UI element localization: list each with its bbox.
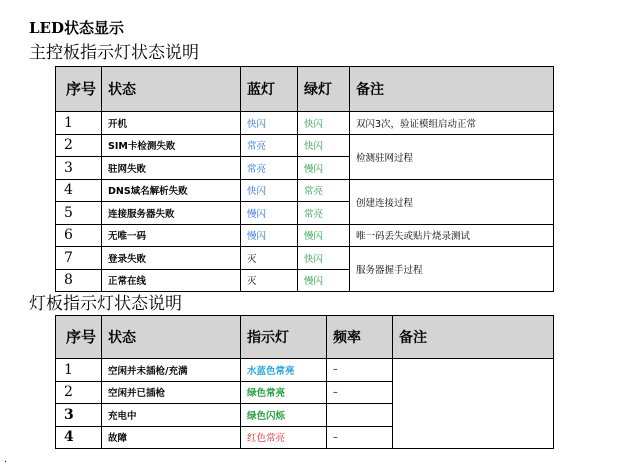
row-state: 空闲并未插枪/充满	[102, 359, 241, 382]
row-blue-light: 灭	[241, 269, 298, 292]
light-board-section-title: 灯板指示灯状态说明	[29, 294, 182, 314]
header-blue-light: 蓝灯	[241, 67, 298, 112]
row-number: 1	[56, 359, 102, 382]
row-frequency: –	[327, 359, 393, 382]
table-row	[56, 247, 554, 270]
table-row	[56, 359, 554, 382]
header-state: 状态	[102, 316, 241, 359]
header-seq: 序号	[56, 316, 102, 359]
row-number: 5	[56, 202, 102, 225]
edge-mark: .	[4, 454, 8, 465]
header-seq: 序号	[56, 67, 102, 112]
table-header-row	[56, 67, 554, 112]
row-number: 3	[56, 157, 102, 180]
row-blue-light: 慢闪	[241, 224, 298, 247]
row-note	[393, 359, 554, 449]
row-blue-light: 快闪	[241, 112, 298, 135]
row-number: 7	[56, 247, 102, 270]
row-green-light: 快闪	[298, 134, 350, 157]
row-note: 服务器握手过程	[350, 247, 554, 292]
row-blue-light: 慢闪	[241, 202, 298, 225]
row-blue-light: 快闪	[241, 179, 298, 202]
row-green-light: 常亮	[298, 202, 350, 225]
row-blue-light: 常亮	[241, 134, 298, 157]
row-state: DNS域名解析失败	[102, 179, 241, 202]
row-frequency	[327, 404, 393, 427]
table-row	[56, 134, 554, 157]
row-blue-light: 灭	[241, 247, 298, 270]
row-indicator: 绿色闪烁	[241, 404, 327, 427]
light-board-table	[55, 315, 554, 449]
main-board-section-title: 主控板指示灯状态说明	[29, 43, 199, 63]
row-note: 唯一码丢失或贴片烧录测试	[350, 224, 554, 247]
header-green-light: 绿灯	[298, 67, 350, 112]
header-indicator: 指示灯	[241, 316, 327, 359]
row-number: 2	[56, 134, 102, 157]
row-state: 无唯一码	[102, 224, 241, 247]
row-green-light: 快闪	[298, 247, 350, 270]
page-title: LED状态显示	[29, 19, 124, 37]
row-green-light: 慢闪	[298, 224, 350, 247]
row-state: 开机	[102, 112, 241, 135]
row-state: 登录失败	[102, 247, 241, 270]
row-indicator: 水蓝色常亮	[241, 359, 327, 382]
row-indicator: 红色常亮	[241, 426, 327, 449]
row-number: 8	[56, 269, 102, 292]
row-number: 3	[56, 404, 102, 427]
table-row	[56, 179, 554, 202]
row-number: 4	[56, 426, 102, 449]
header-note: 备注	[393, 316, 554, 359]
row-indicator: 绿色常亮	[241, 381, 327, 404]
row-frequency: –	[327, 381, 393, 404]
table-header-row	[56, 316, 554, 359]
row-state: 正常在线	[102, 269, 241, 292]
row-blue-light: 常亮	[241, 157, 298, 180]
row-state: 连接服务器失败	[102, 202, 241, 225]
row-state: 故障	[102, 426, 241, 449]
row-note: 创建连接过程	[350, 179, 554, 224]
row-frequency: –	[327, 426, 393, 449]
main-board-table	[55, 66, 554, 292]
table-row	[56, 112, 554, 135]
row-state: 充电中	[102, 404, 241, 427]
row-number: 6	[56, 224, 102, 247]
row-number: 2	[56, 381, 102, 404]
row-green-light: 慢闪	[298, 269, 350, 292]
row-note: 双闪3次，验证模组启动正常	[350, 112, 554, 135]
header-state: 状态	[102, 67, 241, 112]
row-green-light: 快闪	[298, 112, 350, 135]
row-green-light: 慢闪	[298, 157, 350, 180]
header-frequency: 频率	[327, 316, 393, 359]
row-state: 驻网失败	[102, 157, 241, 180]
row-number: 4	[56, 179, 102, 202]
row-state: 空闲并已插枪	[102, 381, 241, 404]
table-row	[56, 224, 554, 247]
header-note: 备注	[350, 67, 554, 112]
row-note: 检测驻网过程	[350, 134, 554, 179]
row-state: SIM卡检测失败	[102, 134, 241, 157]
row-green-light: 常亮	[298, 179, 350, 202]
row-number: 1	[56, 112, 102, 135]
